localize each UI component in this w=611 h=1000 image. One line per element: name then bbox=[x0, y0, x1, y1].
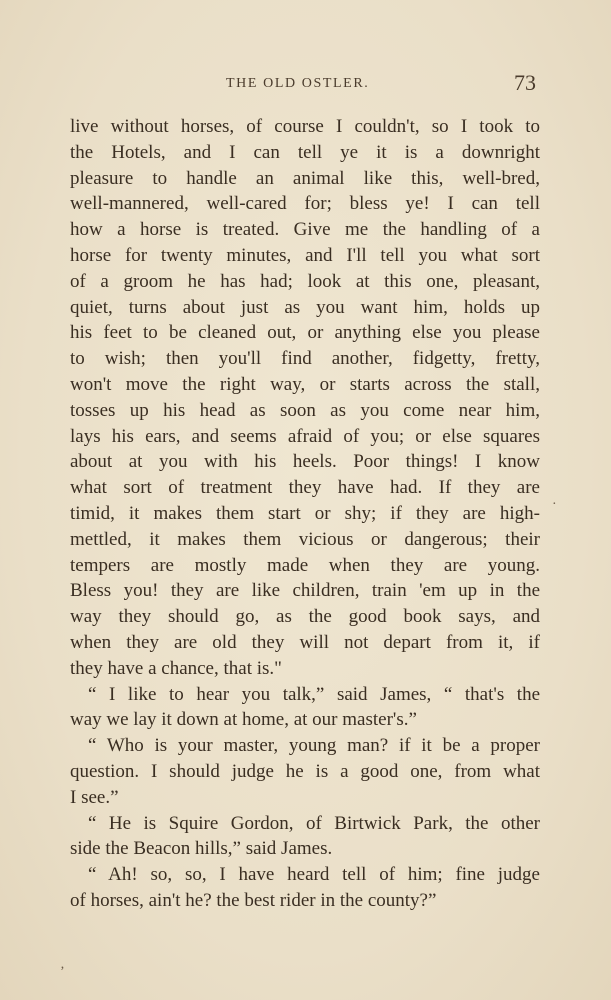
text-line: Bless you! they are like children, train 'em up in the bbox=[70, 580, 540, 602]
text-line: tosses up his head as soon as you come near him, bbox=[70, 399, 540, 421]
text-line: of horses, ain't he? the best rider in the county?” bbox=[70, 889, 437, 911]
text-line: of a groom he has had; look at this one, pleasant, bbox=[70, 270, 540, 292]
text-line: timid, it makes them start or shy; if they are high- bbox=[70, 502, 540, 524]
text-line: his feet to be cleaned out, or anything else you please bbox=[70, 322, 540, 344]
text-line: they have a chance, that is." bbox=[70, 657, 282, 679]
text-line: lays his ears, and seems afraid of you; or else squares bbox=[70, 425, 540, 447]
text-line: “ I like to hear you talk,” said James, “ that's the bbox=[88, 683, 540, 705]
text-line: about at you with his heels. Poor things! I know bbox=[70, 451, 540, 473]
text-line: I see.” bbox=[70, 786, 119, 808]
text-line: how a horse is treated. Give me the handling of a bbox=[70, 219, 540, 241]
text-line: well-mannered, well-cared for; bless ye! I can tell bbox=[70, 193, 540, 215]
text-line: “ He is Squire Gordon, of Birtwick Park, the other bbox=[88, 812, 540, 834]
text-line: live without horses, of course I couldn't, so I took to bbox=[70, 116, 540, 137]
text-line: when they are old they will not depart from it, if bbox=[70, 631, 540, 653]
body-text bbox=[70, 114, 540, 914]
text-line: “ Ah! so, so, I have heard tell of him; fine judge bbox=[88, 864, 540, 886]
text-line: quiet, turns about just as you want him, holds up bbox=[70, 296, 540, 318]
text-line: “ Who is your master, young man? if it be a proper bbox=[88, 735, 540, 757]
margin-tick: ‚ bbox=[60, 957, 65, 972]
text-line: side the Beacon hills,” said James. bbox=[70, 838, 333, 860]
running-title: THE OLD OSTLER. bbox=[226, 76, 370, 91]
text-line: won't move the right way, or starts across the stall, bbox=[70, 373, 540, 395]
text-line: way they should go, as the good book says, and bbox=[70, 606, 540, 628]
page-number: 73 bbox=[514, 70, 536, 95]
text-line: what sort of treatment they have had. If they are bbox=[70, 477, 540, 499]
text-line: tempers are mostly made when they are young. bbox=[70, 554, 540, 576]
text-line: way we lay it down at home, at our master's.” bbox=[70, 709, 417, 731]
text-line: to wish; then you'll find another, fidgetty, fretty, bbox=[70, 348, 540, 370]
text-line: pleasure to handle an animal like this, well-bred, bbox=[70, 167, 540, 189]
margin-dot: · bbox=[552, 497, 557, 512]
page-header bbox=[66, 70, 540, 100]
text-line: the Hotels, and I can tell ye it is a downright bbox=[70, 141, 540, 163]
text-line: question. I should judge he is a good one, from what bbox=[70, 760, 540, 782]
text-line: horse for twenty minutes, and I'll tell you what sort bbox=[70, 244, 540, 266]
text-line: mettled, it makes them vicious or dangerous; their bbox=[70, 528, 540, 550]
